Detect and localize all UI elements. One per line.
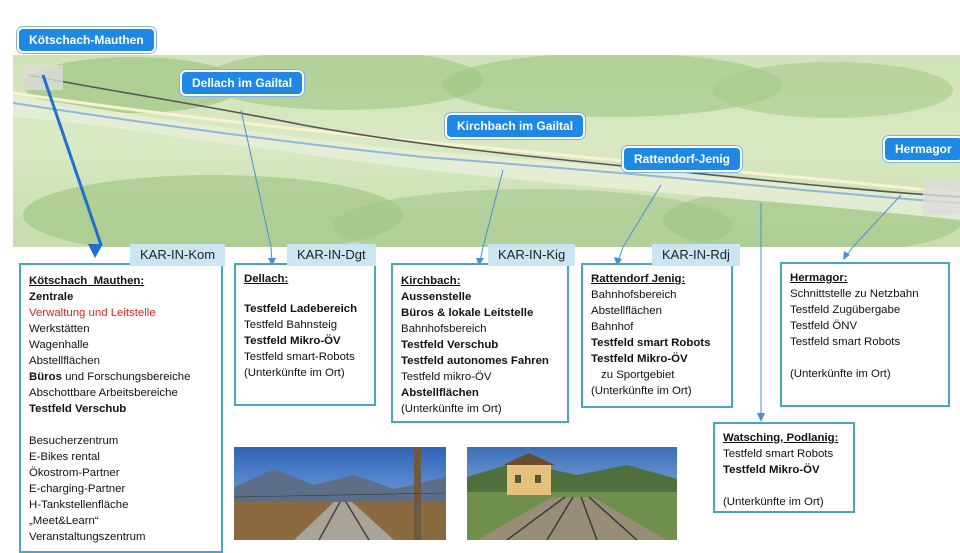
kirchbach-line: (Unterkünfte im Ort): [401, 403, 502, 415]
photo-railway-dellach-image: [234, 447, 446, 540]
koetschach-info-box: [19, 263, 223, 553]
koetschach-line: Besucherzentrum: [29, 435, 119, 447]
label-kirchbach-im-gailtal[interactable]: Kirchbach im Gailtal: [445, 113, 585, 139]
koetschach-line: Abschottbare Arbeitsbereiche: [29, 387, 178, 399]
koetschach-title: Kötschach_Mauthen:: [29, 275, 145, 287]
watsching-info-box: [713, 422, 855, 513]
kirchbach-title: Kirchbach:: [401, 275, 461, 287]
dellach-line: Testfeld Mikro-ÖV: [244, 335, 341, 347]
dellach-line: (Unterkünfte im Ort): [244, 367, 345, 379]
hermagor-line: Schnittstelle zu Netzbahn: [790, 288, 919, 300]
watsching-title: Watsching, Podlanig:: [723, 432, 839, 444]
koetschach-line: Wagenhalle: [29, 339, 89, 351]
rattendorf-line: Testfeld Mikro-ÖV: [591, 353, 688, 365]
koetschach-line: E-charging-Partner: [29, 483, 126, 495]
rattendorf-info-box: [581, 263, 733, 408]
watsching-line: Testfeld smart Robots: [723, 448, 834, 460]
koetschach-line: und Forschungsbereiche: [61, 371, 191, 383]
watsching-line: Testfeld Mikro-ÖV: [723, 464, 820, 476]
rattendorf-line: Bahnhofsbereich: [591, 289, 677, 301]
kirchbach-line: Abstellflächen: [401, 387, 479, 399]
dellach-line: Testfeld Bahnsteig: [244, 319, 338, 331]
tag-kar-in-rdj: KAR-IN-Rdj: [652, 244, 740, 266]
koetschach-line: H-Tankstellenfläche: [29, 499, 129, 511]
koetschach-line: Zentrale: [29, 291, 74, 303]
rattendorf-line: zu Sportgebiet: [601, 369, 675, 381]
koetschach-line: Ökostrom-Partner: [29, 467, 120, 479]
label-rattendorf-jenig[interactable]: Rattendorf-Jenig: [622, 146, 742, 172]
kirchbach-line: Büros & lokale Leitstelle: [401, 307, 534, 319]
koetschach-line: Büros: [29, 371, 62, 383]
koetschach-line: Testfeld Verschub: [29, 403, 127, 415]
koetschach-line: Verwaltung und Leitstelle: [29, 307, 156, 319]
dellach-info-box: [234, 263, 376, 406]
gailtal-map: [13, 55, 960, 247]
hermagor-info-box: [780, 262, 950, 407]
photo-railway-dellach: [234, 447, 446, 540]
rattendorf-line: Bahnhof: [591, 321, 634, 333]
koetschach-line: E-Bikes rental: [29, 451, 100, 463]
hermagor-line: (Unterkünfte im Ort): [790, 368, 891, 380]
koetschach-line: Abstellflächen: [29, 355, 100, 367]
rattendorf-line: Testfeld smart Robots: [591, 337, 711, 349]
kirchbach-line: Testfeld Verschub: [401, 339, 499, 351]
hermagor-title: Hermagor:: [790, 272, 848, 284]
label-dellach-im-gailtal[interactable]: Dellach im Gailtal: [180, 70, 304, 96]
kirchbach-info-box: [391, 263, 569, 423]
kirchbach-line: Testfeld autonomes Fahren: [401, 355, 549, 367]
dellach-line: Testfeld Ladebereich: [244, 303, 358, 315]
label-hermagor[interactable]: Hermagor: [883, 136, 960, 162]
photo-station-kirchbach: [467, 447, 677, 540]
kirchbach-line: Aussenstelle: [401, 291, 472, 303]
photo-station-kirchbach-image: [467, 447, 677, 540]
tag-kar-in-kom: KAR-IN-Kom: [130, 244, 225, 266]
hermagor-line: Testfeld Zugübergabe: [790, 304, 901, 316]
dellach-line: Testfeld smart-Robots: [244, 351, 355, 363]
kirchbach-line: Testfeld mikro-ÖV: [401, 371, 492, 383]
kirchbach-line: Bahnhofsbereich: [401, 323, 487, 335]
rattendorf-line: (Unterkünfte im Ort): [591, 385, 692, 397]
label-koetschach-mauthen[interactable]: Kötschach-Mauthen: [17, 27, 156, 53]
koetschach-line: „Meet&Learn“: [29, 515, 99, 527]
tag-kar-in-kig: KAR-IN-Kig: [488, 244, 575, 266]
rattendorf-line: Abstellflächen: [591, 305, 662, 317]
koetschach-line: Veranstaltungszentrum: [29, 531, 146, 543]
koetschach-line: Werkstätten: [29, 323, 90, 335]
hermagor-line: Testfeld smart Robots: [790, 336, 901, 348]
rattendorf-title: Rattendorf Jenig:: [591, 273, 686, 285]
watsching-line: (Unterkünfte im Ort): [723, 496, 824, 508]
map-terrain: [13, 55, 960, 247]
hermagor-line: Testfeld ÖNV: [790, 320, 858, 332]
dellach-title: Dellach:: [244, 273, 289, 285]
tag-kar-in-dgt: KAR-IN-Dgt: [287, 244, 376, 266]
